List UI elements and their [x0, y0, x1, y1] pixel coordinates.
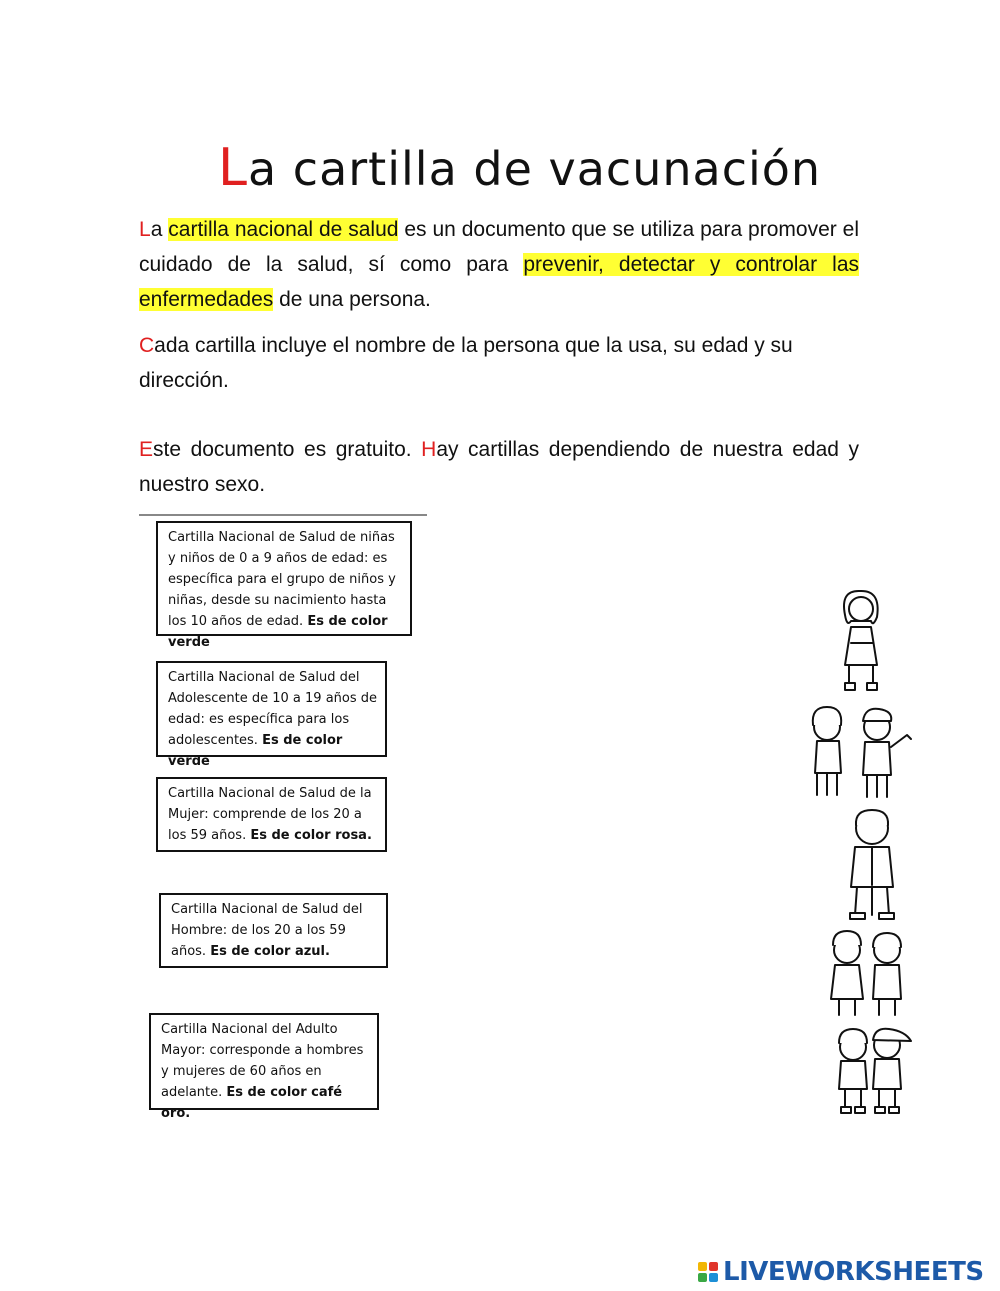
kids-illustration: [795, 585, 930, 1130]
card-body: : comprende de los 20 a los 59 años.: [168, 807, 362, 843]
p3-first-letter-2: H: [421, 438, 437, 461]
card-title: Cartilla Nacional de Salud de niñas y niños de 0 a 9 años de edad: [168, 530, 395, 566]
teen-pair-icon: [813, 707, 911, 797]
card-body: : es específica para el grupo de niños y niñas, desde su nacimiento hasta los 10 años de edad.: [168, 551, 396, 629]
paragraph-free: [139, 432, 859, 502]
card-body: : de los 20 a los 59 años.: [171, 923, 346, 959]
p3-text-1: ste documento es gratuito.: [153, 438, 422, 461]
girl-figure-icon: [844, 591, 878, 690]
p3-first-letter-1: E: [139, 438, 154, 461]
card-title: Cartilla Nacional de Salud del Adolescente de 10 a 19 años de edad: [168, 670, 378, 727]
card-hombre: [159, 893, 388, 968]
p2-text: ada cartilla incluye el nombre de la persona que la usa, su edad y su dirección.: [139, 334, 793, 392]
card-color-note: Es de color rosa.: [250, 828, 372, 843]
card-title: Cartilla Nacional de Salud del Hombre: [171, 902, 363, 938]
p1-text-1: a: [150, 218, 169, 241]
p1-highlight-1: cartilla nacional de salud: [168, 218, 399, 241]
card-body: : corresponde a hombres y mujeres de 60 años en adelante.: [161, 1043, 364, 1100]
title-text: a cartilla de vacunación: [247, 142, 822, 196]
divider: [139, 514, 427, 516]
card-ninos: [156, 521, 412, 650]
paragraph-intro: [139, 212, 859, 317]
card-title: Cartilla Nacional de Salud de la Mujer: [168, 786, 372, 822]
p1-text-2: es un documento que se utiliza para promover el cuidado de la salud, sí como para: [139, 218, 860, 276]
card-color-note: Es de color verde: [168, 733, 343, 769]
p1-first-letter: L: [139, 218, 151, 241]
p1-highlight-2: prevenir, detectar y controlar las enfermedades: [139, 253, 859, 311]
liveworksheets-logo[interactable]: [698, 1257, 984, 1287]
card-title: Cartilla Nacional del Adulto Mayor: [161, 1022, 338, 1058]
card-adolescente: [156, 661, 387, 769]
card-adulto-mayor: [149, 1013, 379, 1121]
logo-blocks-icon: [698, 1262, 718, 1282]
kids-pair-icon: [839, 1029, 911, 1113]
elderly-pair-icon: [831, 931, 901, 1015]
card-color-note: Es de color verde: [168, 614, 388, 650]
card-color-note: Es de color café oro.: [161, 1085, 343, 1121]
title-first-letter: L: [218, 138, 248, 198]
card-mujer: [156, 777, 387, 852]
card-color-note: Es de color azul.: [210, 944, 330, 959]
paragraph-contents: [139, 328, 859, 398]
p3-text-2: ay cartillas dependiendo de nuestra edad y nuestro sexo.: [139, 438, 860, 496]
logo-text: LIVEWORKSHEETS: [723, 1257, 984, 1287]
p1-text-3: de una persona.: [273, 288, 431, 311]
p2-first-letter: C: [139, 334, 155, 357]
page-title: [218, 138, 821, 198]
card-body: : es específica para los adolescentes.: [168, 712, 350, 748]
man-figure-icon: [850, 810, 894, 919]
